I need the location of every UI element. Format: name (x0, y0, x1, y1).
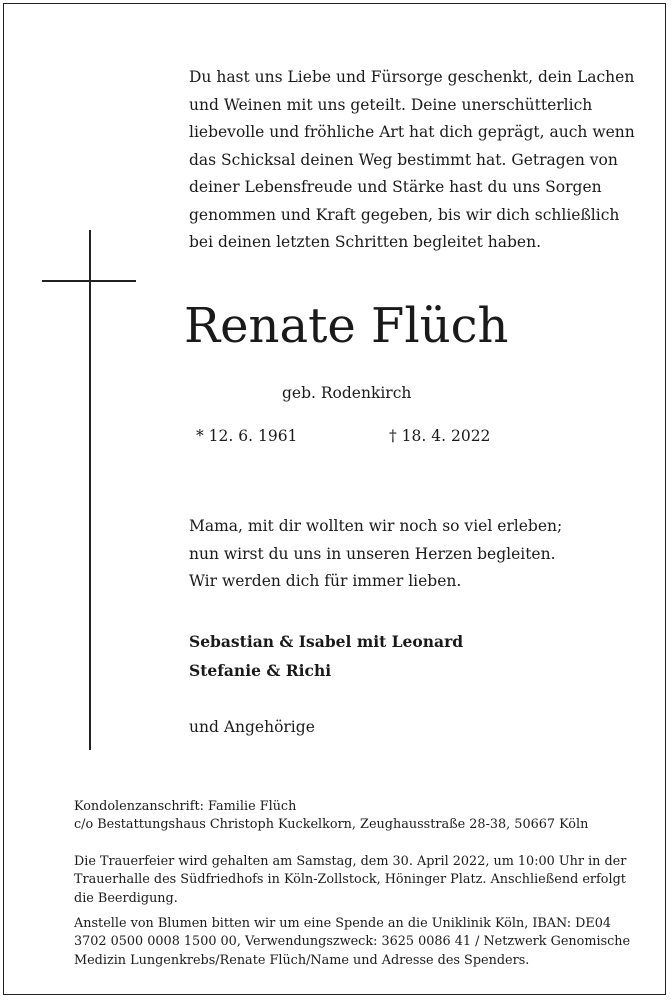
verse-line: Mama, mit dir wollten wir noch so viel erleben; (189, 517, 563, 535)
cross-icon-vertical (89, 230, 91, 750)
donation-info (74, 915, 631, 970)
intro-line: liebevolle und fröhliche Art hat dich geprägt, auch wenn (189, 123, 635, 141)
obituary-frame (3, 3, 666, 995)
verse-line: nun wirst du uns in unseren Herzen begleiten. (189, 544, 556, 563)
deceased-name: Renate Flüch (184, 298, 509, 354)
intro-line: genommen und Kraft gegeben, bis wir dich schließlich (189, 205, 620, 224)
mourning-family (189, 627, 463, 685)
notice-line: die Beerdigung. (74, 890, 178, 906)
intro-poem (189, 64, 635, 257)
birth-date: * 12. 6. 1961 (196, 427, 298, 445)
notice-line: Medizin Lungenkrebs/Renate Flüch/Name und Adresse des Spenders. (74, 952, 530, 968)
notice-line: c/o Bestattungshaus Christoph Kuckelkorn, Zeughausstraße 28-38, 50667 Köln (74, 817, 589, 833)
notice-line: 3702 0500 0008 1500 00, Verwendungszweck: 3625 0086 41 / Netzwerk Genomische (74, 934, 631, 950)
ceremony-info (74, 853, 627, 908)
maiden-name: geb. Rodenkirch (282, 384, 412, 402)
death-date: † 18. 4. 2022 (389, 427, 491, 445)
intro-line: das Schicksal deinen Weg bestimmt hat. Getragen von (189, 150, 618, 169)
farewell-verse (189, 513, 562, 596)
cross-icon-horizontal (42, 280, 136, 282)
intro-line: und Weinen mit uns geteilt. Deine unerschütterlich (189, 95, 593, 114)
intro-line: bei deinen letzten Schritten begleitet haben. (189, 233, 542, 251)
intro-line: deiner Lebensfreude und Stärke hast du uns Sorgen (189, 178, 602, 196)
verse-line: Wir werden dich für immer lieben. (189, 572, 462, 590)
family-line: Sebastian & Isabel mit Leonard (189, 632, 464, 651)
intro-line: Du hast uns Liebe und Fürsorge geschenkt, dein Lachen (189, 68, 635, 86)
notice-line: Kondolenzanschrift: Familie Flüch (74, 799, 297, 814)
notice-line: Die Trauerfeier wird gehalten am Samstag, dem 30. April 2022, um 10:00 Uhr in der (74, 854, 627, 869)
condolence-address (74, 798, 624, 835)
relatives: und Angehörige (189, 718, 315, 736)
notice-line: Trauerhalle des Südfriedhofs in Köln-Zollstock, Höninger Platz. Anschließend erfolgt (74, 872, 626, 888)
notice-line: Anstelle von Blumen bitten wir um eine Spende an die Uniklinik Köln, IBAN: DE04 (74, 916, 612, 931)
family-line: Stefanie & Richi (189, 661, 332, 680)
